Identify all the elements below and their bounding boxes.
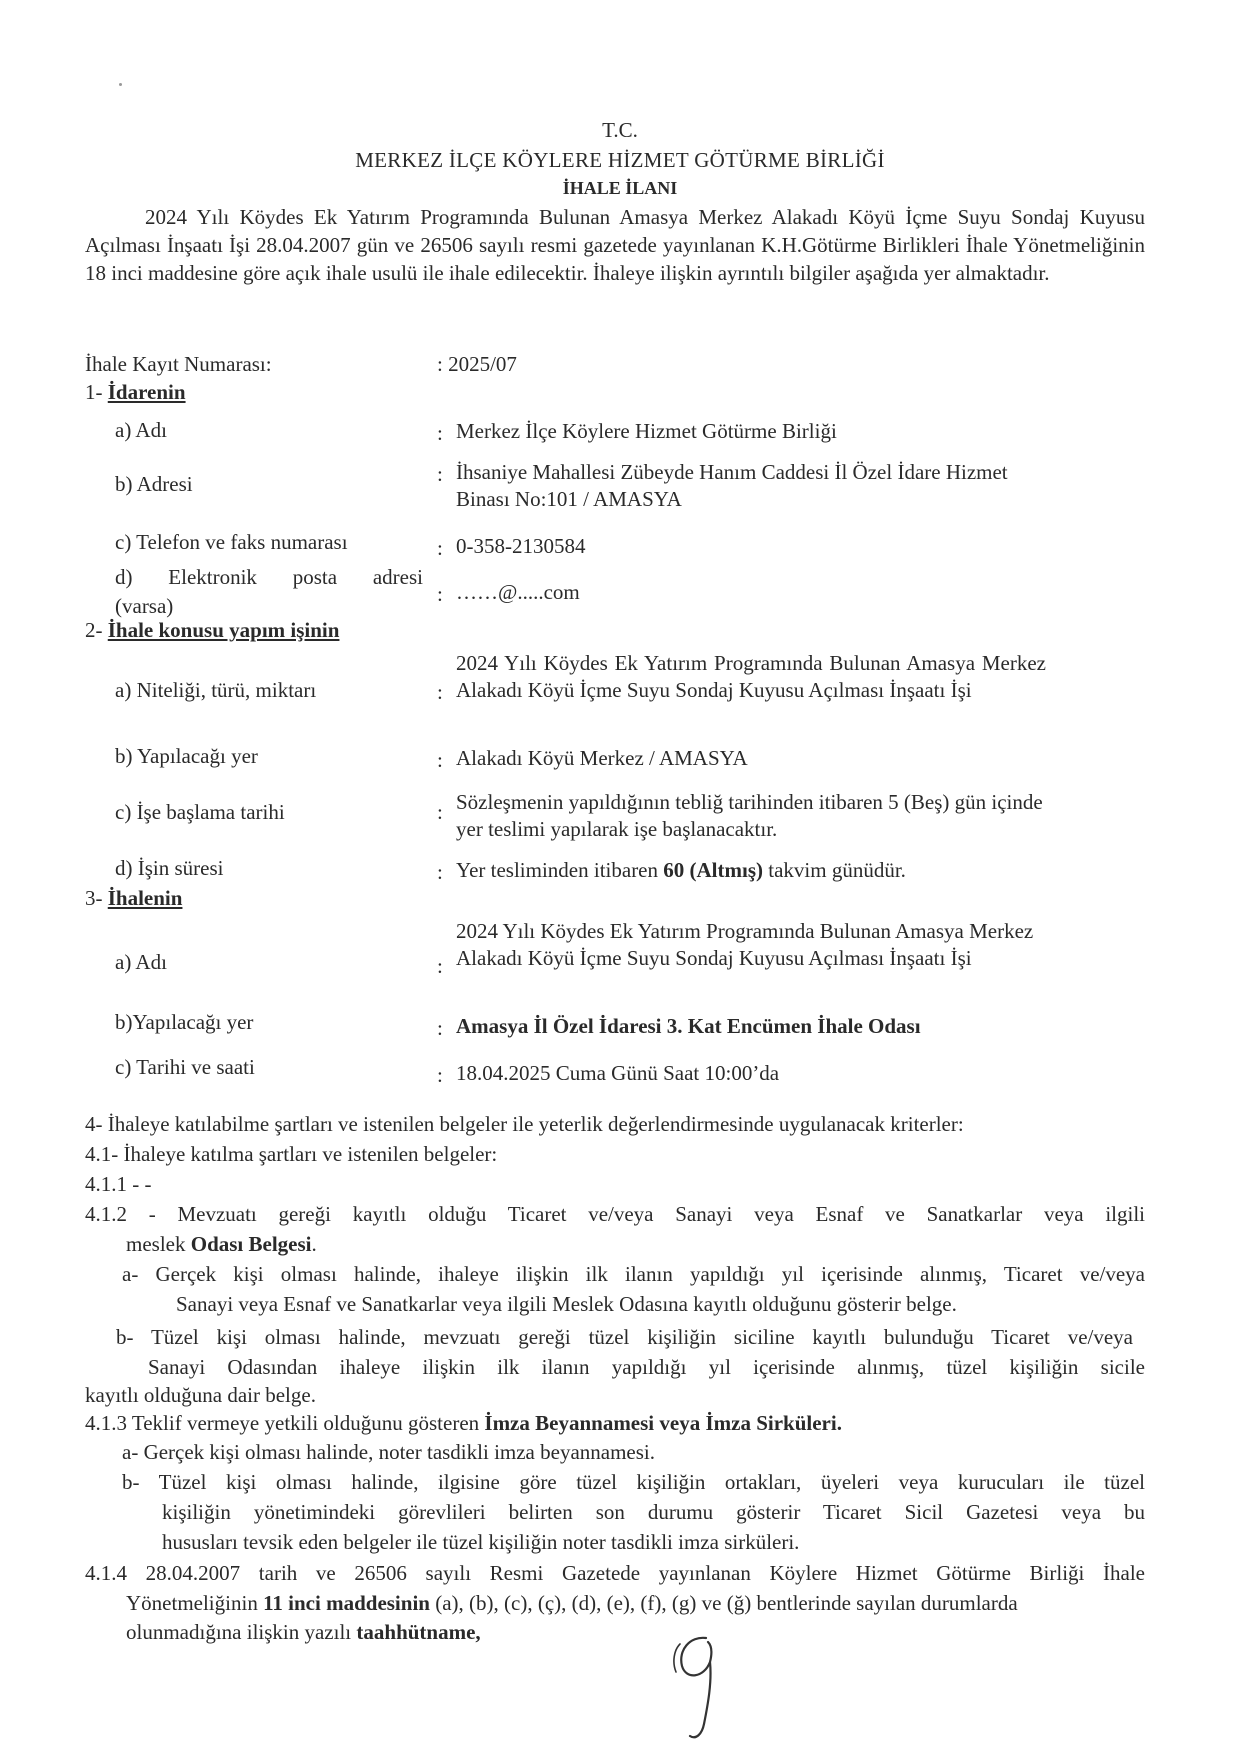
s2-d-label: d) İşin süresi <box>115 856 224 880</box>
colon: : <box>437 1063 443 1087</box>
crit-4-1-3 <box>85 1411 842 1436</box>
header-tc: T.C. <box>602 118 638 142</box>
s3-b-label: b)Yapılacağı yer <box>115 1010 254 1034</box>
colon: : <box>437 421 443 445</box>
crit-4-1-3-b-line2: kişiliğin yönetimindeki görevlileri belirten son durumu gösterir Ticaret Sicil Gazetesi veya bu <box>162 1500 1145 1524</box>
s2-c-label: c) İşe başlama tarihi <box>115 800 285 824</box>
crit-4-1-4-bold-3b: taahhütname, <box>356 1620 481 1644</box>
crit-4-1-4-line3 <box>126 1620 481 1645</box>
crit-4-1-3-a: a- Gerçek kişi olması halinde, noter tasdikli imza beyannamesi. <box>122 1440 655 1464</box>
crit-4-1-2-bold: Odası Belgesi <box>190 1232 312 1256</box>
crit-4-1-2-line2: meslek Odası Belgesi. <box>126 1232 317 1256</box>
crit-4-1-4-text-3a: olunmadığına ilişkin yazılı <box>126 1620 357 1644</box>
s3-a-value: 2024 Yılı Köydes Ek Yatırım Programında Bulunan Amasya Merkez Alakadı Köyü İçme Suyu Sondaj Kuyusu Açılması İnşaatı İşi <box>456 919 1034 970</box>
intro-text: 2024 Yılı Köydes Ek Yatırım Programında Bulunan Amasya Merkez Alakadı Köyü İçme Suyu Sondaj Kuyusu Açılması İnşaatı İşi 28.04.2007 gün ve 26506 sayılı resmi gazetede yayınlanan K.H.Götürme Birlikleri İhale Yönetmeliğinin 18 inci maddesine göre açık ihale usulü ile ihale edilecektir. İhaleye ilişkin ayrıntılı bilgiler aşağıda yer almaktadır. <box>85 205 1145 285</box>
s2-a-value: 2024 Yılı Köydes Ek Yatırım Programında Bulunan Amasya Merkez Alakadı Köyü İçme Suyu Sondaj Kuyusu Açılması İnşaatı İşi <box>456 651 1046 702</box>
crit-4-1-4-bold: 11 inci maddesinin <box>263 1591 430 1615</box>
section-3-num: 3- <box>85 886 103 910</box>
s3-c-value: 18.04.2025 Cuma Günü Saat 10:00’da <box>456 1061 780 1085</box>
s1-b-label: b) Adresi <box>115 472 193 496</box>
section-1-num: 1- <box>85 380 103 404</box>
crit-4-1-2-line1: 4.1.2 - Mevzuatı gereği kayıtlı olduğu Ticaret ve/veya Sanayi veya Esnaf ve Sanatkarlar veya ilgili <box>85 1202 1145 1226</box>
s1-d-label: d) Elektronik posta adresi <box>115 565 423 589</box>
crit-4-1-4-text-c: (a), (b), (c), (ç), (d), (e), (f), (g) ve (ğ) bentlerinde sayılan durumlarda <box>429 1591 1018 1615</box>
s1-a-label: a) Adı <box>115 418 167 442</box>
s2-b-label: b) Yapılacağı yer <box>115 744 258 768</box>
section-1-title: İdarenin <box>107 380 186 404</box>
s3-a-label: a) Adı <box>115 950 167 974</box>
colon: : <box>437 1016 443 1040</box>
crit-4-1-4-text-a: Yönetmeliğinin <box>126 1591 264 1615</box>
section-1-heading <box>85 380 186 405</box>
kayit-label: İhale Kayıt Numarası: <box>85 352 272 376</box>
colon: : <box>437 680 443 704</box>
section-3-title: İhalenin <box>107 886 183 910</box>
colon: : <box>437 536 443 560</box>
s2-c-value: Sözleşmenin yapıldığının tebliğ tarihinden itibaren 5 (Beş) gün içinde yer teslimi yapılarak işe başlanacaktır. <box>456 790 1043 841</box>
crit-4-1-1: 4.1.1 - - <box>85 1172 152 1196</box>
s1-d-value: ……@.....com <box>456 580 580 604</box>
s3-c-label: c) Tarihi ve saati <box>115 1055 255 1079</box>
section-3-heading <box>85 886 182 911</box>
crit-4-1-4-line2 <box>126 1591 1145 1616</box>
colon: : <box>437 462 443 486</box>
s1-c-label: c) Telefon ve faks numarası <box>115 530 348 554</box>
s2-a-label: a) Niteliği, türü, miktarı <box>115 678 317 702</box>
crit-4-1-3-b-line1: b- Tüzel kişi olması halinde, ilgisine göre tüzel kişiliğin ortakları, üyeleri veya kurucuları ile tüzel <box>122 1470 1145 1494</box>
crit-4-1-2-a-line2: Sanayi veya Esnaf ve Sanatkarlar veya ilgili Meslek Odasına kayıtlı olduğunu gösterir belge. <box>176 1292 957 1316</box>
crit-4-1-3-text: 4.1.3 Teklif vermeye yetkili olduğunu gösteren <box>85 1411 485 1435</box>
colon: : <box>437 748 443 772</box>
header-org: MERKEZ İLÇE KÖYLERE HİZMET GÖTÜRME BİRLİĞİ <box>355 148 885 172</box>
crit-4-1-3-b-line3: hususları tevsik eden belgeler ile tüzel kişiliğin noter tasdikli imza sirküleri. <box>162 1530 800 1554</box>
handwritten-initial <box>668 1632 738 1742</box>
section-2-heading <box>85 618 339 643</box>
crit-4-1-2-a-line1: a- Gerçek kişi olması halinde, ihaleye ilişkin ilk ilanın yapıldığı yıl içerisinde alınmış, Ticaret ve/veya <box>122 1262 1145 1286</box>
section-2-num: 2- <box>85 618 103 642</box>
crit-4-1-3-bold: İmza Beyannamesi veya İmza Sirküleri. <box>484 1411 842 1435</box>
s3-b-value: Amasya İl Özel İdaresi 3. Kat Encümen İhale Odası <box>456 1014 921 1038</box>
s2-d-value <box>456 857 1046 884</box>
colon: : <box>437 860 443 884</box>
kayit-value: : 2025/07 <box>437 352 517 376</box>
s1-d-label-2: (varsa) <box>115 594 174 618</box>
crit-4-1-2-b-line2: Sanayi Odasından ihaleye ilişkin ilk ilanın yapıldığı yıl içerisinde alınmış, tüzel kişiliğin sicile <box>148 1355 1145 1379</box>
crit-4-1-2-text: meslek <box>126 1232 191 1256</box>
colon: : <box>437 954 443 978</box>
crit-4: 4- İhaleye katılabilme şartları ve istenilen belgeler ile yeterlik değerlendirmesinde uygulanacak kriterler: <box>85 1112 964 1136</box>
s1-b-value: İhsaniye Mahallesi Zübeyde Hanım Caddesi İl Özel İdare Hizmet Binası No:101 / AMASYA <box>456 460 1008 511</box>
s2-d-value-1: Yer tesliminden itibaren <box>456 858 664 882</box>
crit-4-1-4-line1: 4.1.4 28.04.2007 tarih ve 26506 sayılı Resmi Gazetede yayınlanan Köylere Hizmet Götürme Birliği İhale <box>85 1561 1145 1585</box>
colon: : <box>437 582 443 606</box>
s1-a-value: Merkez İlçe Köylere Hizmet Götürme Birliği <box>456 419 837 443</box>
crit-4-1: 4.1- İhaleye katılma şartları ve istenilen belgeler: <box>85 1142 498 1166</box>
crit-4-1-2-b-line3: kayıtlı olduğuna dair belge. <box>85 1383 316 1407</box>
s2-d-value-bold: 60 (Altmış) <box>663 858 763 882</box>
intro-paragraph <box>85 203 1145 287</box>
crit-4-1-2-b-line1: b- Tüzel kişi olması halinde, mevzuatı gereği tüzel kişiliğin siciline kayıtlı bulunduğu Ticaret ve/veya <box>116 1325 1133 1349</box>
section-2-title: İhale konusu yapım işinin <box>107 618 340 642</box>
scan-speck <box>119 83 122 86</box>
s1-c-value: 0-358-2130584 <box>456 534 586 558</box>
s2-b-value: Alakadı Köyü Merkez / AMASYA <box>456 746 748 770</box>
header-title: İHALE İLANI <box>562 178 678 198</box>
s2-d-value-3: takvim günüdür. <box>763 858 906 882</box>
colon: : <box>437 800 443 824</box>
